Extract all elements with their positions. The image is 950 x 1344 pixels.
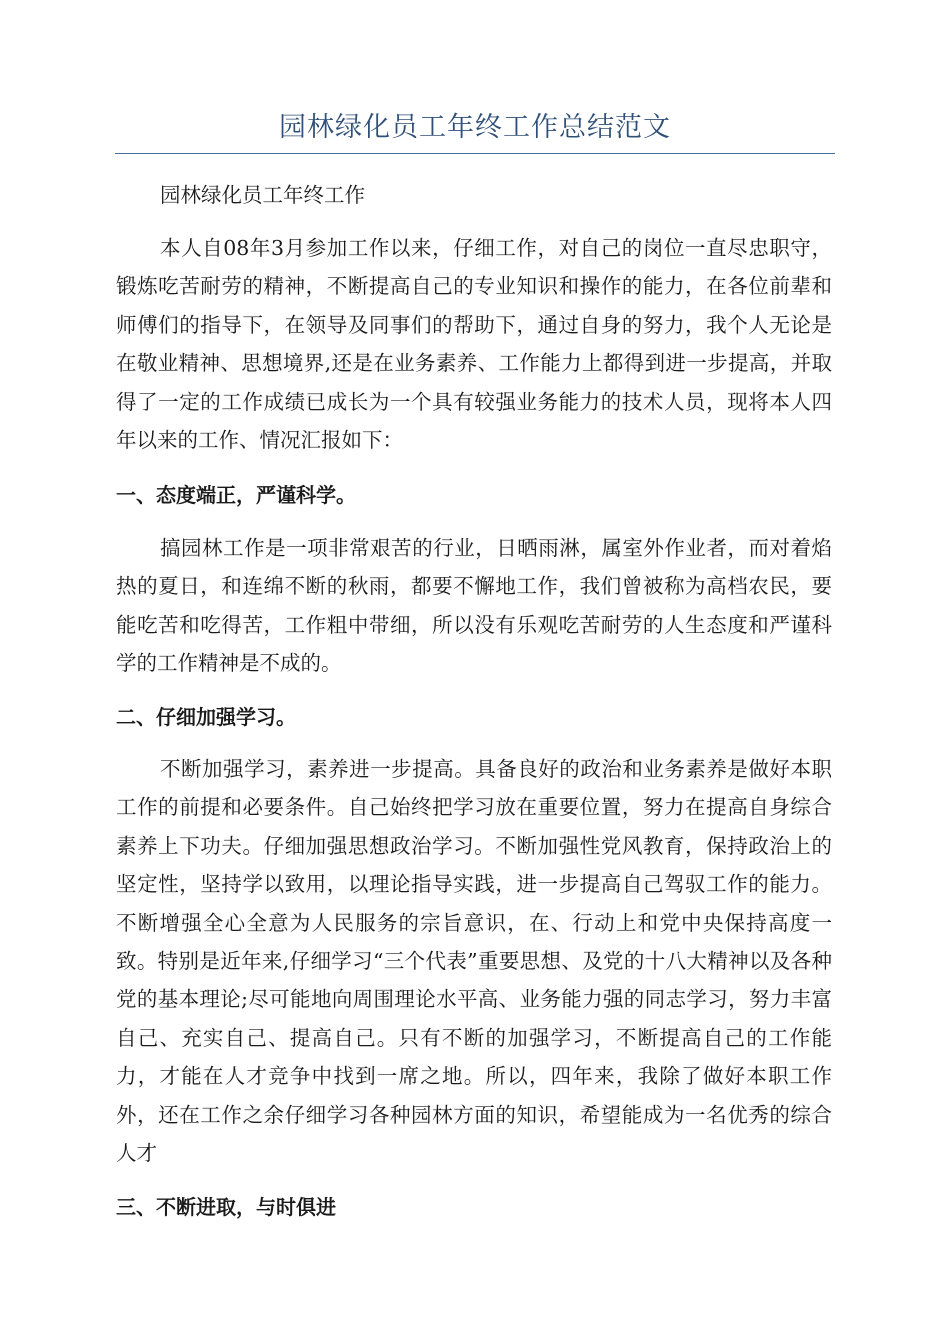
title-underline [115, 153, 835, 154]
subtitle-paragraph: 园林绿化员工年终工作 [160, 183, 365, 207]
document-title: 园林绿化员工年终工作总结范文 [279, 112, 671, 143]
section-heading-2: 二、仔细加强学习。 [116, 705, 296, 729]
intro-paragraph: 本人自08年3月参加工作以来，仔细工作，对自己的岗位一直尽忠职守，锻炼吃苦耐劳的精神，不断提高自己的专业知识和操作的能力，在各位前辈和师傅们的指导下，在领导及同事们的帮助下，通过自身的努力，我个人无论是在敬业精神、思想境界,还是在业务素养、工作能力上都得到进一步提高，并取得了一定的工作成绩已成长为一个具有较强业务能力的技术人员，现将本人四年以来的工作、情况汇报如下： [116, 236, 832, 453]
section-body-2: 不断加强学习，素养进一步提高。具备良好的政治和业务素养是做好本职工作的前提和必要条件。自己始终把学习放在重要位置，努力在提高自身综合素养上下功夫。仔细加强思想政治学习。不断加强性党风教育，保持政治上的坚定性，坚持学以致用，以理论指导实践，进一步提高自己驾驭工作的能力。不断增强全心全意为人民服务的宗旨意识，在、行动上和党中央保持高度一致。特别是近年来,仔细学习“三个代表”重要思想、及党的十八大精神以及各种党的基本理论;尽可能地向周围理论水平高、业务能力强的同志学习，努力丰富自己、充实自己、提高自己。只有不断的加强学习，不断提高自己的工作能力，才能在人才竞争中找到一席之地。所以，四年来，我除了做好本职工作外，还在工作之余仔细学习各种园林方面的知识，希望能成为一名优秀的综合人才 [116, 757, 832, 1166]
section-heading-3: 三、不断进取，与时俱进 [116, 1195, 336, 1219]
section-body-1: 搞园林工作是一项非常艰苦的行业，日晒雨淋，属室外作业者，而对着焰热的夏日，和连绵不断的秋雨，都要不懈地工作，我们曾被称为高档农民，要能吃苦和吃得苦，工作粗中带细，所以没有乐观吃苦耐劳的人生态度和严谨科学的工作精神是不成的。 [116, 536, 832, 676]
section-heading-1: 一、态度端正，严谨科学。 [116, 483, 356, 507]
